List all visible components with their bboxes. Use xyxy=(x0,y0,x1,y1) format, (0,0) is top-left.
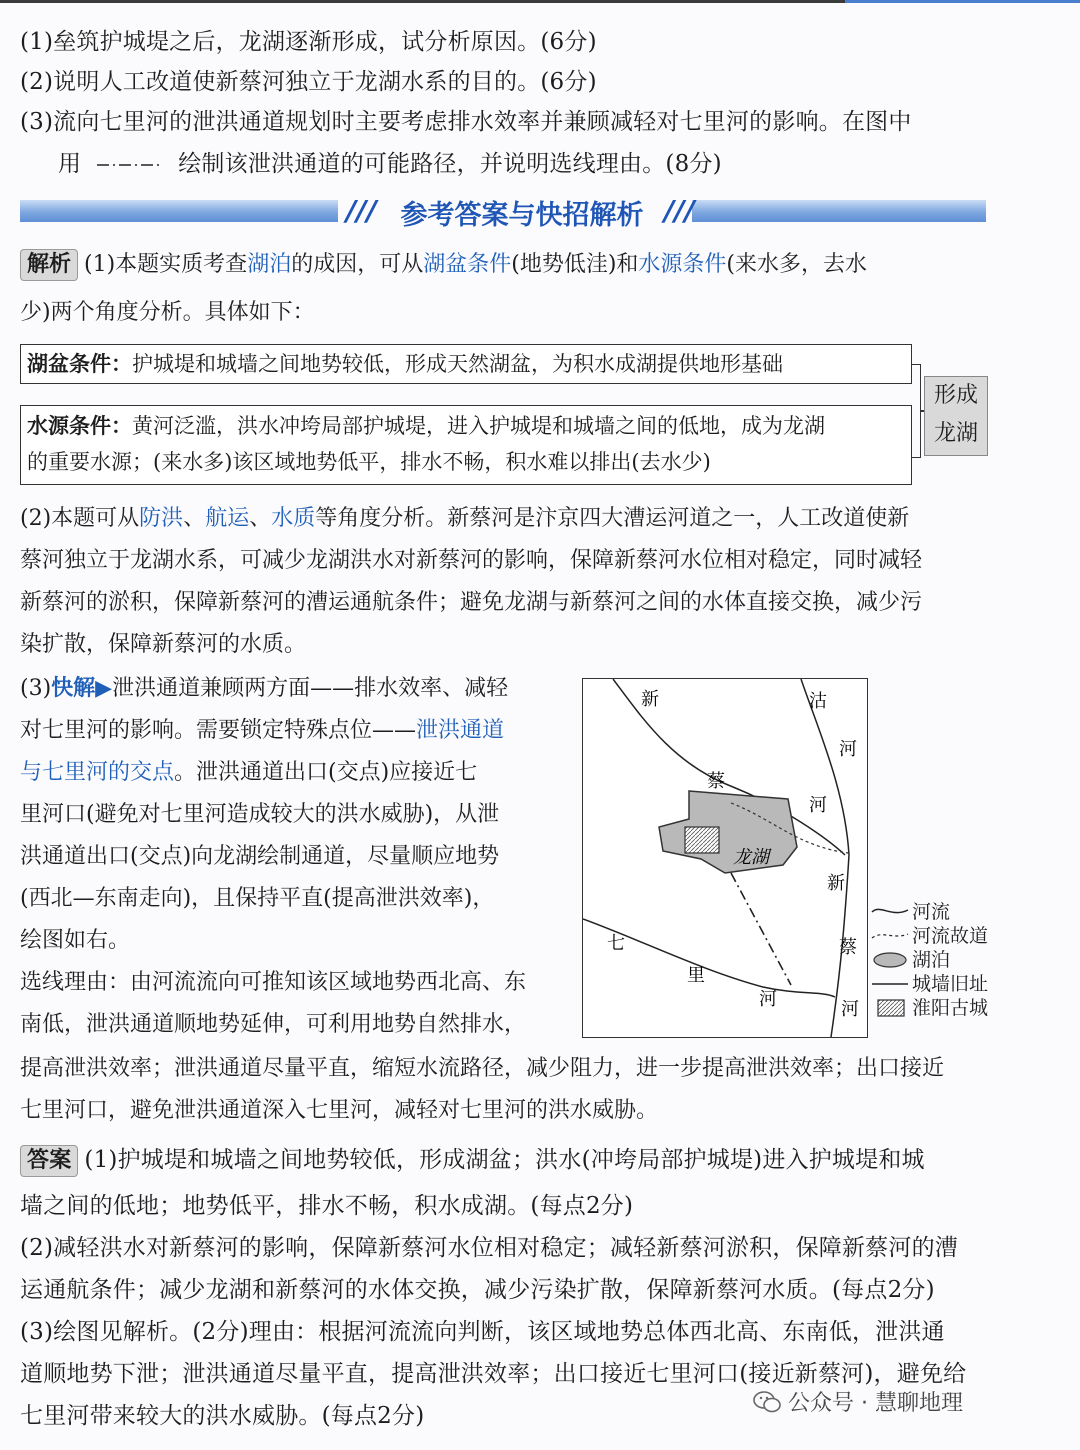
water-condition-text-2: 的重要水源；(来水多)该区域地势低平，排水不畅，积水难以排出(去水少) xyxy=(27,450,711,474)
watermark-text: 公众号 · 慧聊地理 xyxy=(788,1391,963,1416)
map-label-cai-1: 蔡 xyxy=(707,771,725,792)
map-label-gu: 沽 xyxy=(809,691,827,712)
water-condition-label: 水源条件： xyxy=(27,414,132,438)
analysis-p3-line-9: 南低，泄洪通道顺地势延伸，可利用地势自然排水， xyxy=(20,1012,527,1037)
text-segment: 等角度分析。新蔡河是汴京四大漕运河道之一，人工改道使新 xyxy=(315,506,910,531)
keyword-channel: 泄洪通道 xyxy=(416,718,505,743)
answer-3-line-1: (3)绘图见解析。(2分)理由：根据河流流向判断，该区域地势总体西北高、东南低，泄洪通 xyxy=(20,1319,945,1345)
map-label-he-2: 河 xyxy=(809,795,827,816)
form-lake-box xyxy=(924,376,988,456)
map-label-he-1: 河 xyxy=(839,739,857,760)
text-segment: (1)本题实质考查 xyxy=(84,252,248,277)
legend-river xyxy=(868,900,988,924)
text-segment: (来水多，去水 xyxy=(726,252,868,277)
keyword-lake: 湖泊 xyxy=(247,252,292,277)
answer-3-line-3: 七里河带来较大的洪水威胁。(每点2分) xyxy=(20,1403,425,1429)
analysis-p2-line-2: 蔡河独立于龙湖水系，可减少龙湖洪水对新蔡河的影响，保障新蔡河水位相对稳定，同时减轻 xyxy=(20,548,923,573)
banner-title: 参考答案与快招解析 xyxy=(400,200,644,231)
banner-slash-left: /// xyxy=(346,194,377,227)
huaiyang-ancient-city xyxy=(685,827,719,853)
text-segment: 的成因，可从 xyxy=(291,252,424,277)
legend-lake xyxy=(868,948,988,972)
question-3-line-1: (3)流向七里河的泄洪通道规划时主要考虑排水效率并兼顾减轻对七里河的影响。在图中 xyxy=(20,109,912,135)
analysis-p3-line-7: 绘图如右。 xyxy=(20,928,131,953)
answer-1-line-1 xyxy=(20,1140,925,1180)
ancient-city-legend-icon xyxy=(870,998,910,1018)
keyword-basin: 湖盆条件 xyxy=(423,252,512,277)
analysis-p3-line-3 xyxy=(20,752,477,793)
basin-condition-label: 湖盆条件： xyxy=(27,352,132,376)
qili-river-line xyxy=(583,919,835,997)
section-banner xyxy=(20,194,986,231)
watermark xyxy=(752,1386,963,1417)
legend-old-river xyxy=(868,924,988,948)
wechat-icon xyxy=(752,1390,782,1414)
legend-city-wall xyxy=(868,972,988,996)
old-river-legend-icon xyxy=(870,926,910,946)
keyword-flood: 防洪 xyxy=(139,506,184,531)
text-segment: 泄洪通道兼顾两方面——排水效率、减轻 xyxy=(112,676,509,701)
dash-dot-line-symbol xyxy=(95,158,165,172)
analysis-p3-line-10: 提高泄洪效率；泄洪通道尽量平直，缩短水流路径，减少阻力，进一步提高泄洪效率；出口接近 xyxy=(20,1056,945,1081)
map-label-qi: 七 xyxy=(607,933,625,954)
keyword-water-quality: 水质 xyxy=(271,506,316,531)
analysis-p3-line-4: 里河口(避免对七里河造成较大的洪水威胁)，从泄 xyxy=(20,802,500,827)
analysis-p2-line-4: 染扩散，保障新蔡河的水质。 xyxy=(20,632,307,657)
longhu-lake-shape xyxy=(659,791,797,873)
analysis-p2-line-3: 新蔡河的淤积，保障新蔡河的漕运通航条件；避免龙湖与新蔡河之间的水体直接交换，减少污 xyxy=(20,590,923,615)
quick-solution-label: 快解▶ xyxy=(51,676,113,701)
banner-slash-right: /// xyxy=(664,194,695,227)
water-condition-text-1: 黄河泛滥，洪水冲垮局部护城堤，进入护城堤和城墙之间的低地，成为龙湖 xyxy=(132,414,825,438)
analysis-p3-line-11: 七里河口，避免泄洪通道深入七里河，减轻对七里河的洪水威胁。 xyxy=(20,1098,659,1123)
river-map xyxy=(582,678,868,1038)
city-wall-legend-icon xyxy=(870,974,910,994)
map-label-xin-1: 新 xyxy=(641,689,659,710)
text-segment: 对七里河的影响。需要锁定特殊点位—— xyxy=(20,718,417,743)
form-lake-line-1: 形成 xyxy=(933,383,978,408)
map-legend xyxy=(868,900,988,1020)
analysis-p3-line-1 xyxy=(20,668,508,709)
basin-condition-box xyxy=(20,344,912,384)
legend-ancient-city-label: 淮阳古城 xyxy=(912,997,989,1019)
text-segment: 、 xyxy=(183,506,206,531)
river-legend-icon xyxy=(870,902,910,922)
flood-channel-path xyxy=(731,873,791,985)
analysis-tag: 解析 xyxy=(20,249,78,281)
question-3-line-2 xyxy=(58,144,722,184)
analysis-p3-line-8: 选线理由：由河流流向可推知该区域地势西北高、东 xyxy=(20,970,527,995)
analysis-p3-line-5: 洪通道出口(交点)向龙湖绘制通道，尽量顺应地势 xyxy=(20,844,500,869)
map-label-he-4: 河 xyxy=(759,989,777,1010)
legend-old-river-label: 河流故道 xyxy=(912,925,989,947)
question-3-use: 用 xyxy=(58,151,82,177)
basin-condition-text: 护城堤和城墙之间地势较低，形成天然湖盆，为积水成湖提供地形基础 xyxy=(132,352,783,376)
keyword-shipping: 航运 xyxy=(205,506,250,531)
top-rule-accent xyxy=(845,0,1080,3)
legend-ancient-city xyxy=(868,996,988,1020)
river-map-svg xyxy=(583,679,867,1037)
form-lake-line-2: 龙湖 xyxy=(933,421,978,446)
text-segment: (地势低洼)和 xyxy=(511,252,639,277)
keyword-water-source: 水源条件 xyxy=(638,252,727,277)
water-condition-box xyxy=(20,405,912,485)
answer-tag: 答案 xyxy=(20,1145,78,1177)
text-segment: (2)本题可从 xyxy=(20,506,140,531)
legend-river-label: 河流 xyxy=(912,901,951,923)
text-segment: 。泄洪通道出口(交点)应接近七 xyxy=(174,760,478,785)
answer-1-text: (1)护城堤和城墙之间地势较低，形成湖盆；洪水(冲垮局部护城堤)进入护城堤和城 xyxy=(84,1147,925,1173)
legend-lake-label: 湖泊 xyxy=(912,949,951,971)
analysis-p2-line-1 xyxy=(20,498,909,539)
map-label-longhu: 龙湖 xyxy=(733,847,769,868)
text-segment: 、 xyxy=(249,506,272,531)
question-1: (1)垒筑护城堤之后，龙湖逐渐形成，试分析原因。(6分) xyxy=(20,29,597,55)
map-label-li: 里 xyxy=(687,965,705,986)
map-label-cai-2: 蔡 xyxy=(839,937,857,958)
answer-2-line-2: 运通航条件；减少龙湖和新蔡河的水体交换，减少污染扩散，保障新蔡河水质。(每点2分) xyxy=(20,1277,935,1303)
keyword-intersection: 与七里河的交点 xyxy=(20,760,175,785)
question-3-rest: 绘制该泄洪通道的可能路径，并说明选线理由。(8分) xyxy=(178,151,722,177)
answer-1-line-2: 墙之间的低地；地势低平，排水不畅，积水成湖。(每点2分) xyxy=(20,1193,634,1219)
map-label-xin-2: 新 xyxy=(827,873,845,894)
answer-3-line-2: 道顺地势下泄；泄洪通道尽量平直，提高泄洪效率；出口接近七里河口(接近新蔡河)，避免给 xyxy=(20,1361,967,1387)
legend-city-wall-label: 城墙旧址 xyxy=(912,973,989,995)
banner-bar-right xyxy=(692,200,986,222)
analysis-p3-line-2 xyxy=(20,710,504,751)
analysis-p1-line-1 xyxy=(20,244,867,285)
banner-bar-left xyxy=(20,200,338,222)
analysis-p1-line-2: 少)两个角度分析。具体如下： xyxy=(20,300,315,325)
map-label-he-3: 河 xyxy=(841,999,859,1020)
lake-legend-icon xyxy=(870,950,910,970)
answer-2-line-1: (2)减轻洪水对新蔡河的影响，保障新蔡河水位相对稳定；减轻新蔡河淤积，保障新蔡河的漕 xyxy=(20,1235,958,1261)
analysis-p3-line-6: (西北—东南走向)，且保持平直(提高泄洪效率)， xyxy=(20,886,495,911)
question-2: (2)说明人工改道使新蔡河独立于龙湖水系的目的。(6分) xyxy=(20,69,597,95)
text-segment: (3) xyxy=(20,676,52,701)
